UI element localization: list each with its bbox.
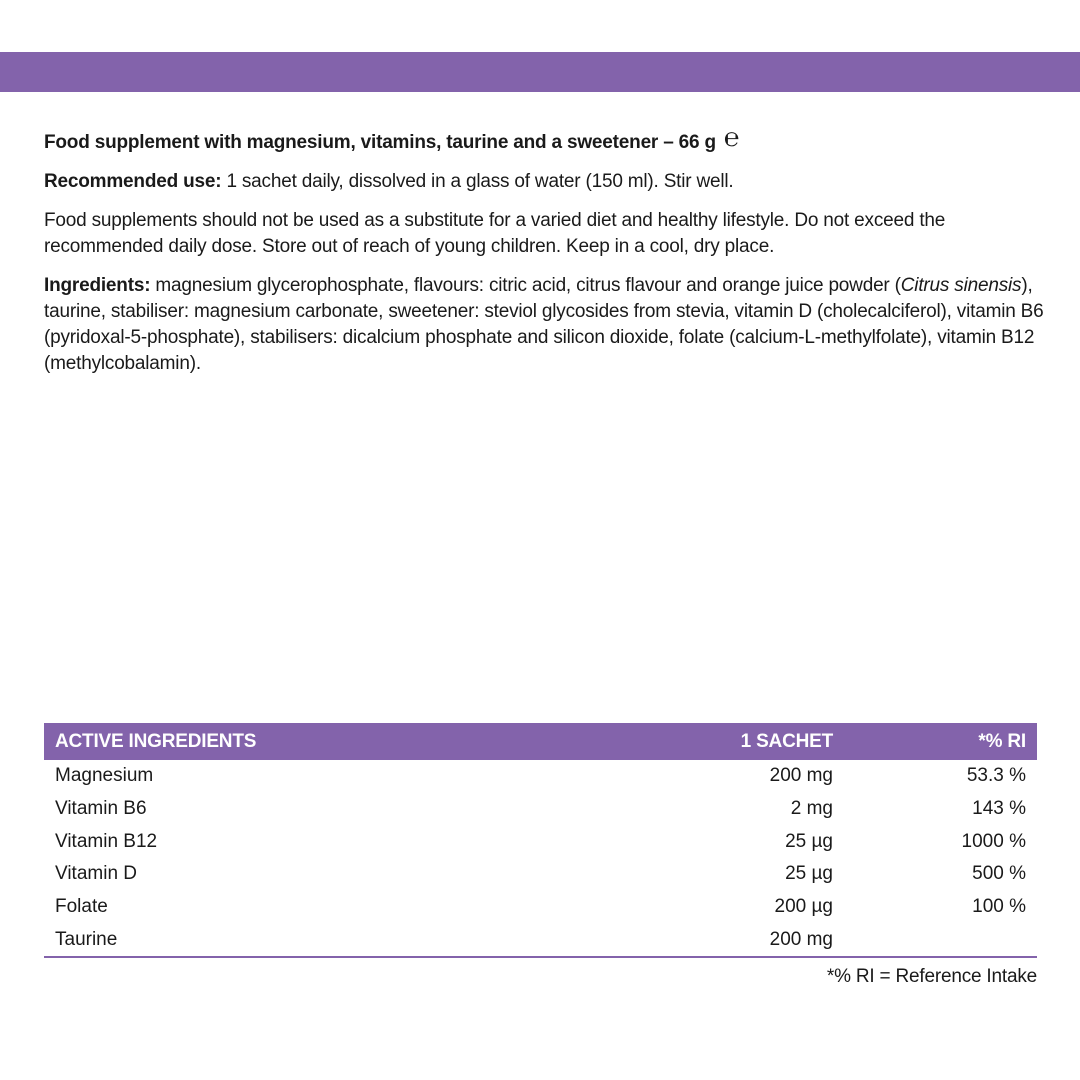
ingredient-name: Magnesium <box>55 765 154 787</box>
ingredients <box>44 273 1044 377</box>
reference-intake-footnote: *% RI = Reference Intake <box>826 966 1037 988</box>
ingredient-quantity: 25 µg <box>785 830 833 852</box>
ingredients-text-after: ), taurine, stabiliser: magnesium carbonate, sweetener: steviol glycosides from stevia, vitamin D (cholecalciferol), vitamin B6 (pyridoxal-5-phosphate), stabilisers: dicalcium phosphate and silicon dioxide, folate (calcium-L-methylfolate), vitamin B12 (methylcobalamin). <box>44 275 1044 374</box>
ingredient-quantity: 25 µg <box>785 863 833 885</box>
recommended-use-label: Recommended use: <box>44 171 222 192</box>
ingredient-name: Vitamin B6 <box>55 798 147 820</box>
header-per-sachet: 1 SACHET <box>740 730 833 752</box>
table-row <box>44 923 1037 956</box>
ingredient-name: Folate <box>55 896 108 918</box>
header-active-ingredients: ACTIVE INGREDIENTS <box>55 730 257 752</box>
ingredient-ri: 143 % <box>972 798 1026 820</box>
ingredient-name: Vitamin B12 <box>55 830 158 852</box>
table-bottom-rule <box>44 956 1037 958</box>
header-accent-bar <box>0 52 1080 92</box>
ingredients-text-before: magnesium glycerophosphate, flavours: citric acid, citrus flavour and orange juice powder ( <box>150 275 901 296</box>
nutrition-table <box>44 723 1037 988</box>
table-row <box>44 891 1037 924</box>
table-row <box>44 858 1037 891</box>
table-header-row <box>44 723 1037 760</box>
product-title-text: Food supplement with magnesium, vitamins, taurine and a sweetener – 66 g <box>44 132 716 153</box>
ingredient-ri <box>844 923 1037 956</box>
ingredient-ri: 100 % <box>972 896 1026 918</box>
warning-text: Food supplements should not be used as a substitute for a varied diet and healthy lifestyle. Do not exceed the recommended daily dose. Store out of reach of young children. Keep in a cool, dry place. <box>44 210 946 257</box>
label-text-block <box>44 123 1044 390</box>
ingredient-ri: 53.3 % <box>966 765 1026 787</box>
ingredient-name: Vitamin D <box>55 863 138 885</box>
recommended-use <box>44 169 1044 195</box>
ingredient-quantity: 200 µg <box>774 896 833 918</box>
recommended-use-text: 1 sachet daily, dissolved in a glass of water (150 ml). Stir well. <box>221 171 734 192</box>
table-row <box>44 760 1037 793</box>
ingredient-ri: 500 % <box>972 863 1026 885</box>
table-row <box>44 825 1037 858</box>
table-row <box>44 793 1037 826</box>
ingredient-ri: 1000 % <box>961 830 1026 852</box>
ingredient-quantity: 200 mg <box>769 765 833 787</box>
ingredient-quantity: 200 mg <box>769 928 833 950</box>
ingredient-quantity: 2 mg <box>790 798 833 820</box>
estimated-sign-icon: ℮ <box>723 123 740 153</box>
ingredient-name: Taurine <box>55 928 118 950</box>
ingredients-latin-name: Citrus sinensis <box>900 275 1022 296</box>
ingredients-label: Ingredients: <box>44 275 151 296</box>
header-reference-intake: *% RI <box>978 730 1026 752</box>
product-title <box>44 123 1044 156</box>
